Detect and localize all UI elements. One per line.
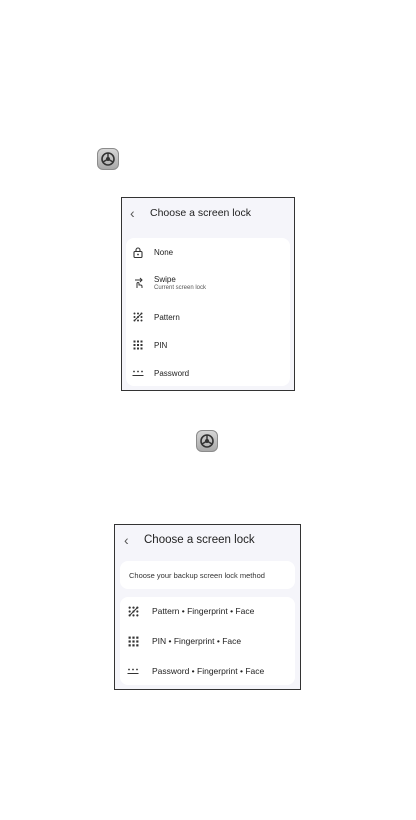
lock-icon (132, 246, 144, 258)
backup-lock-header (115, 525, 300, 555)
option-label: Pattern (154, 312, 180, 322)
page-title: Choose a screen lock (144, 534, 255, 546)
swipe-icon (132, 277, 144, 289)
pattern-icon (132, 311, 144, 323)
option-password-fingerprint-face[interactable] (120, 662, 295, 680)
option-pin[interactable] (126, 337, 290, 353)
option-label: PIN (154, 340, 168, 350)
option-label: None (154, 247, 174, 257)
back-arrow-icon[interactable]: ‹ (124, 532, 129, 548)
back-arrow-icon[interactable]: ‹ (130, 205, 135, 221)
backup-note-card (120, 561, 295, 589)
password-icon (132, 367, 144, 379)
backup-options-list (120, 597, 295, 685)
screen-lock-header (122, 198, 294, 228)
backup-note: Choose your backup screen lock method (129, 570, 265, 580)
pattern-icon (127, 605, 139, 617)
option-pattern-fingerprint-face[interactable] (120, 602, 295, 620)
gear-icon (199, 433, 215, 449)
settings-app-icon (196, 430, 218, 452)
option-label: Swipe (154, 275, 176, 284)
option-label: Pattern • Fingerprint • Face (152, 606, 255, 616)
option-swipe[interactable] (126, 273, 290, 293)
password-icon (127, 665, 139, 677)
settings-app-icon (97, 148, 119, 170)
option-password[interactable] (126, 365, 290, 381)
lock-options-list (126, 238, 290, 386)
option-pin-fingerprint-face[interactable] (120, 632, 295, 650)
gear-icon (100, 151, 116, 167)
pin-icon (127, 635, 139, 647)
option-label: Password (154, 368, 190, 378)
backup-lock-screenshot (114, 524, 301, 690)
option-pattern[interactable] (126, 309, 290, 325)
option-none[interactable] (126, 244, 290, 260)
screen-lock-screenshot (121, 197, 295, 391)
pin-icon (132, 339, 144, 351)
page-title: Choose a screen lock (150, 207, 251, 219)
option-label: Password • Fingerprint • Face (152, 666, 265, 676)
option-sublabel: Current screen lock (154, 285, 207, 291)
option-label: PIN • Fingerprint • Face (152, 636, 242, 646)
